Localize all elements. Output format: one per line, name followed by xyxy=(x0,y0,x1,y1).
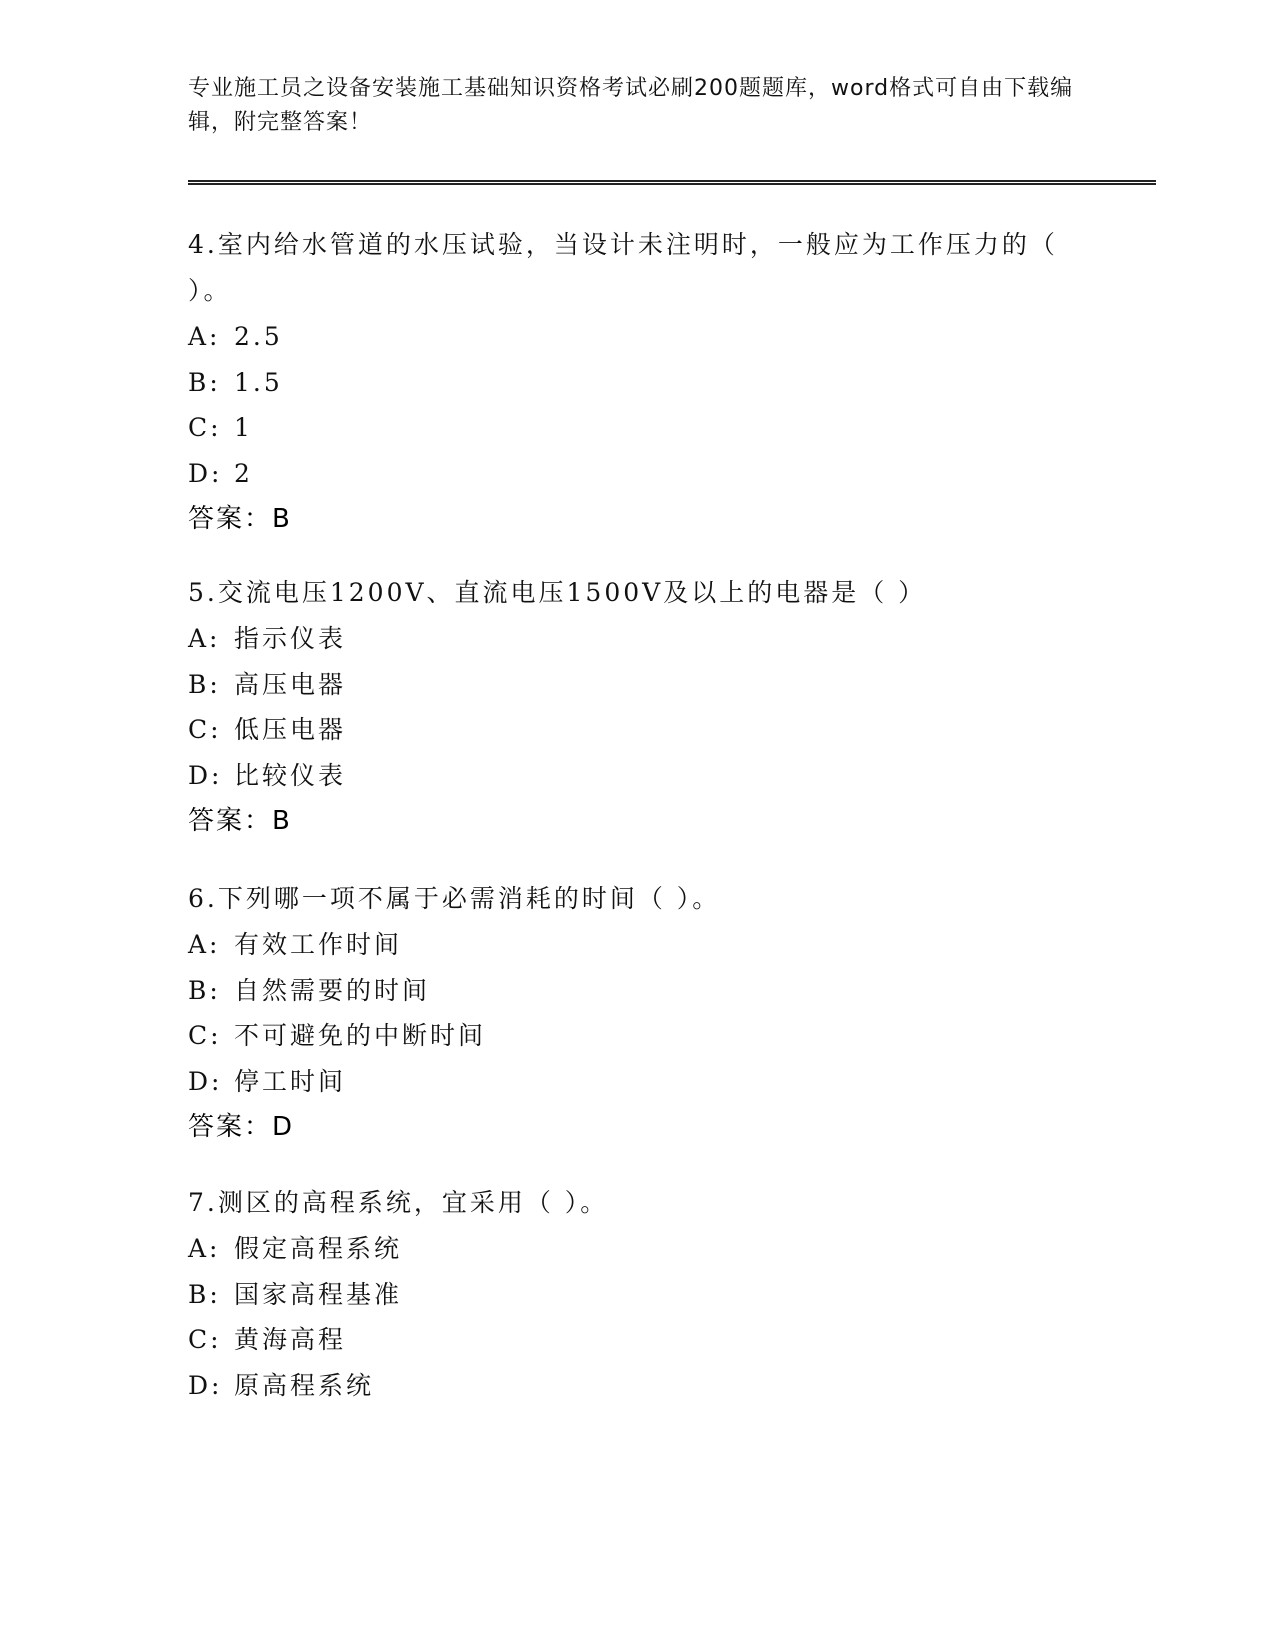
option-text: 有效工作时间 xyxy=(234,930,403,959)
question-block xyxy=(188,876,1088,1150)
option-b xyxy=(188,968,1088,1014)
header-divider xyxy=(188,180,1156,185)
option-letter: D: xyxy=(188,458,223,488)
option-text: 自然需要的时间 xyxy=(234,975,431,1005)
question-stem: 4.室内给水管道的水压试验，当设计未注明时，一般应为工作压力的（ ）。 xyxy=(188,230,1058,305)
option-d xyxy=(188,1059,1088,1105)
option-text: 高压电器 xyxy=(234,669,347,699)
option-text: 原高程系统 xyxy=(234,1370,375,1400)
option-text: 假定高程系统 xyxy=(234,1234,403,1263)
option-text: 2.5 xyxy=(234,322,283,351)
option-text: 2 xyxy=(234,458,253,488)
option-a xyxy=(188,922,1088,968)
option-letter: B: xyxy=(188,975,221,1005)
option-d xyxy=(188,451,1088,497)
option-text: 1.5 xyxy=(234,367,283,397)
question-block xyxy=(188,222,1088,542)
option-letter: A: xyxy=(188,1234,221,1263)
option-b xyxy=(188,1272,1088,1318)
answer-line: 答案：D xyxy=(188,1112,295,1142)
option-letter: C: xyxy=(188,1021,222,1050)
option-b xyxy=(188,662,1088,708)
option-letter: D: xyxy=(188,1066,223,1096)
option-letter: C: xyxy=(188,715,222,744)
option-text: 1 xyxy=(234,413,253,442)
option-text: 停工时间 xyxy=(234,1066,347,1096)
option-letter: C: xyxy=(188,413,222,442)
option-c xyxy=(188,707,1088,753)
question-stem: 5.交流电压1200V、直流电压1500V及以上的电器是（ ） xyxy=(188,578,927,607)
option-text: 黄海高程 xyxy=(234,1325,347,1354)
option-a xyxy=(188,314,1088,360)
option-text: 指示仪表 xyxy=(234,624,347,653)
question-stem: 7.测区的高程系统，宜采用（ ）。 xyxy=(188,1188,609,1217)
option-text: 比较仪表 xyxy=(234,760,347,790)
document-header: 专业施工员之设备安装施工基础知识资格考试必刷200题题库，word格式可自由下载编辑，附完整答案！ xyxy=(188,76,1074,135)
question-block xyxy=(188,1180,1088,1408)
option-letter: C: xyxy=(188,1325,222,1354)
option-a xyxy=(188,616,1088,662)
option-c xyxy=(188,1013,1088,1059)
option-b xyxy=(188,360,1088,406)
option-text: 国家高程基准 xyxy=(234,1279,403,1309)
option-text: 低压电器 xyxy=(234,715,347,744)
option-d xyxy=(188,1363,1088,1409)
answer-line: 答案：B xyxy=(188,504,292,534)
option-letter: A: xyxy=(188,322,221,351)
option-text: 不可避免的中断时间 xyxy=(234,1021,487,1050)
option-a xyxy=(188,1226,1088,1272)
question-block xyxy=(188,570,1088,844)
option-d xyxy=(188,753,1088,799)
option-letter: B: xyxy=(188,669,221,699)
option-letter: D: xyxy=(188,1370,223,1400)
option-c xyxy=(188,405,1088,451)
option-letter: A: xyxy=(188,930,221,959)
option-letter: A: xyxy=(188,624,221,653)
option-letter: D: xyxy=(188,760,223,790)
option-letter: B: xyxy=(188,1279,221,1309)
option-c xyxy=(188,1317,1088,1363)
answer-line: 答案：B xyxy=(188,806,292,836)
question-stem: 6.下列哪一项不属于必需消耗的时间（ ）。 xyxy=(188,884,721,913)
option-letter: B: xyxy=(188,367,221,397)
